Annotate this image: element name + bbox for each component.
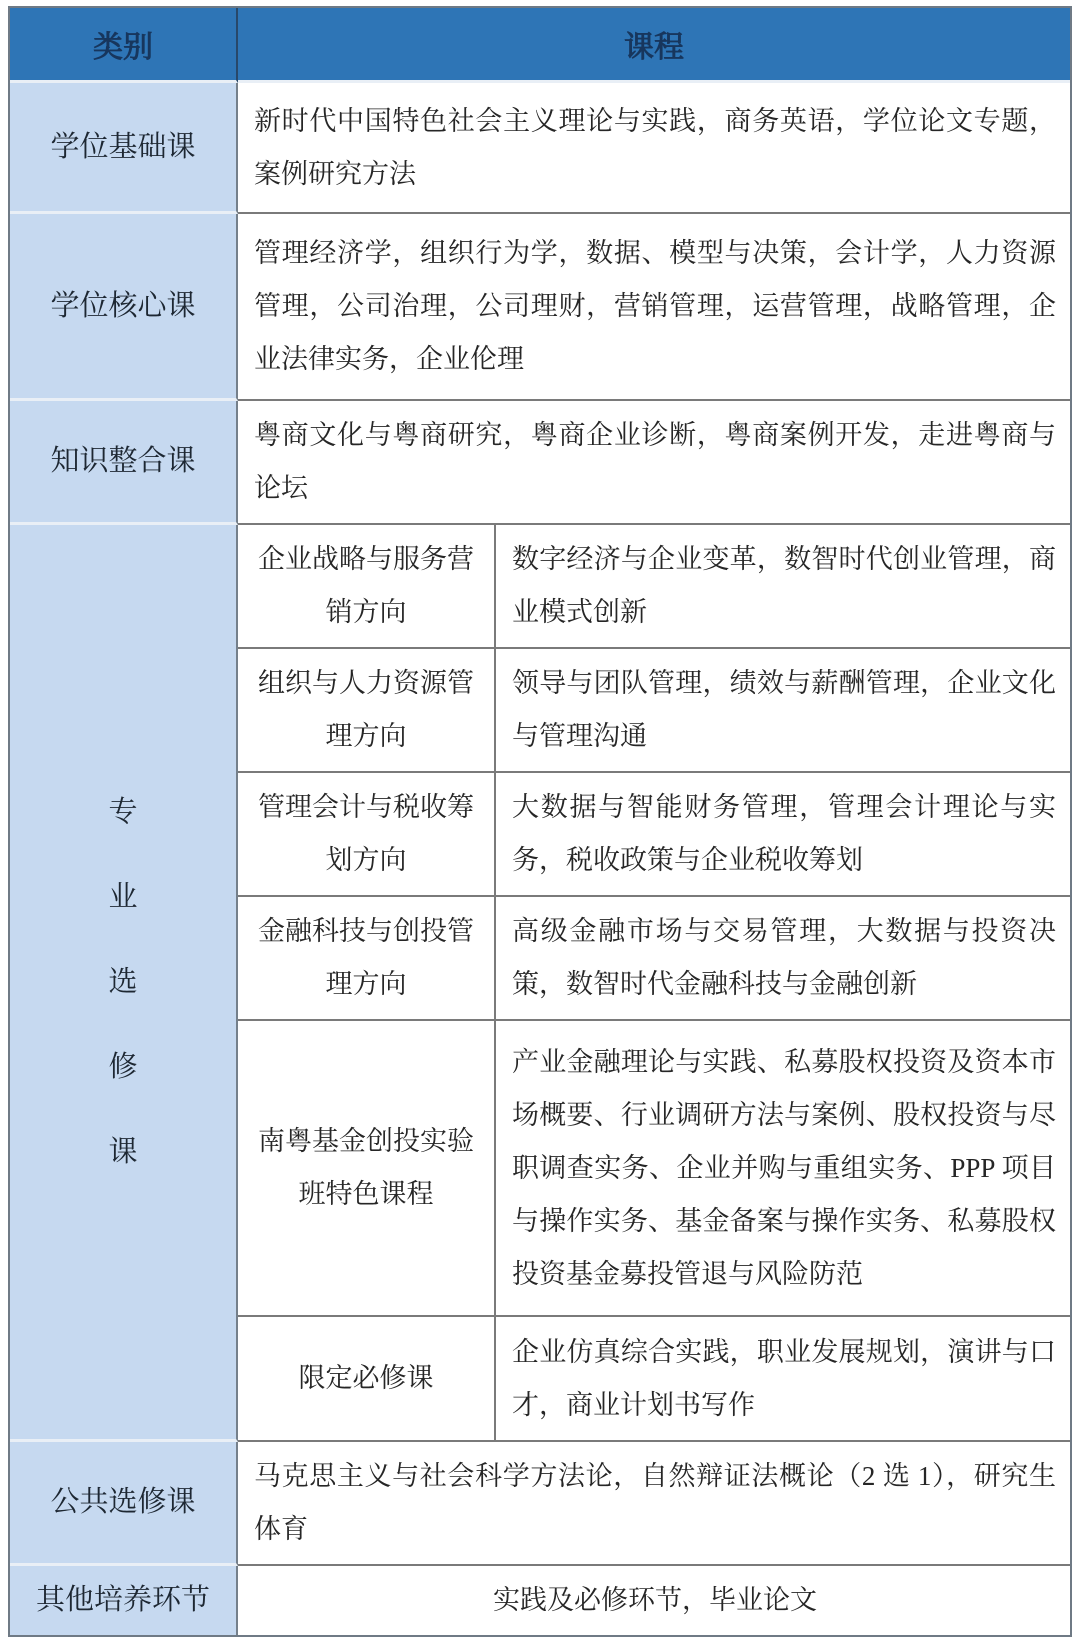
table-row (10, 1566, 1070, 1635)
header-category-cell: 类别 (10, 8, 238, 83)
course-cell: 粤商文化与粤商研究，粤商企业诊断，粤商案例开发，走进粤商与论坛 (238, 401, 1070, 525)
direction-cell: 管理会计与税收筹划方向 (238, 773, 496, 897)
course-cell: 企业仿真综合实践，职业发展规划，演讲与口才，商业计划书写作 (496, 1317, 1070, 1442)
category-char: 专 (108, 795, 138, 828)
direction-cell: 企业战略与服务营销方向 (238, 525, 496, 649)
table-row (10, 525, 1070, 649)
category-cell: 公共选修课 (10, 1442, 238, 1566)
course-cell: 新时代中国特色社会主义理论与实践，商务英语，学位论文专题，案例研究方法 (238, 83, 1070, 214)
curriculum-table (8, 6, 1072, 1637)
direction-cell: 金融科技与创投管理方向 (238, 897, 496, 1021)
course-cell: 大数据与智能财务管理，管理会计理论与实务，税收政策与企业税收筹划 (496, 773, 1070, 897)
direction-cell: 组织与人力资源管理方向 (238, 649, 496, 773)
category-char: 课 (108, 1135, 138, 1168)
direction-cell: 南粤基金创投实验班特色课程 (238, 1021, 496, 1317)
category-cell: 知识整合课 (10, 401, 238, 525)
course-cell: 产业金融理论与实践、私募股权投资及资本市场概要、行业调研方法与案例、股权投资与尽职调查实务、企业并购与重组实务、PPP 项目与操作实务、基金备案与操作实务、私募股权投资基金募投管退与风险防范 (496, 1021, 1070, 1317)
category-cell: 学位核心课 (10, 214, 238, 401)
category-cell-elective-vertical (10, 525, 238, 1442)
header-row (10, 8, 1070, 83)
vertical-label (16, 795, 230, 1168)
category-cell: 其他培养环节 (10, 1566, 238, 1635)
course-cell: 领导与团队管理，绩效与薪酬管理，企业文化与管理沟通 (496, 649, 1070, 773)
course-cell: 数字经济与企业变革，数智时代创业管理，商业模式创新 (496, 525, 1070, 649)
course-cell: 管理经济学，组织行为学，数据、模型与决策，会计学，人力资源管理，公司治理，公司理财，营销管理，运营管理，战略管理，企业法律实务，企业伦理 (238, 214, 1070, 401)
category-char: 修 (108, 1050, 138, 1083)
category-cell: 学位基础课 (10, 83, 238, 214)
category-char: 选 (108, 965, 138, 998)
course-cell: 高级金融市场与交易管理，大数据与投资决策，数智时代金融科技与金融创新 (496, 897, 1070, 1021)
header-course-cell: 课程 (238, 8, 1070, 83)
course-cell: 马克思主义与社会科学方法论，自然辩证法概论（2 选 1），研究生体育 (238, 1442, 1070, 1566)
course-cell: 实践及必修环节，毕业论文 (493, 1585, 817, 1615)
category-char: 业 (108, 880, 138, 913)
table-row (10, 401, 1070, 525)
table-row (10, 214, 1070, 401)
table-row (10, 83, 1070, 214)
direction-cell: 限定必修课 (238, 1317, 496, 1442)
table-row (10, 1442, 1070, 1566)
